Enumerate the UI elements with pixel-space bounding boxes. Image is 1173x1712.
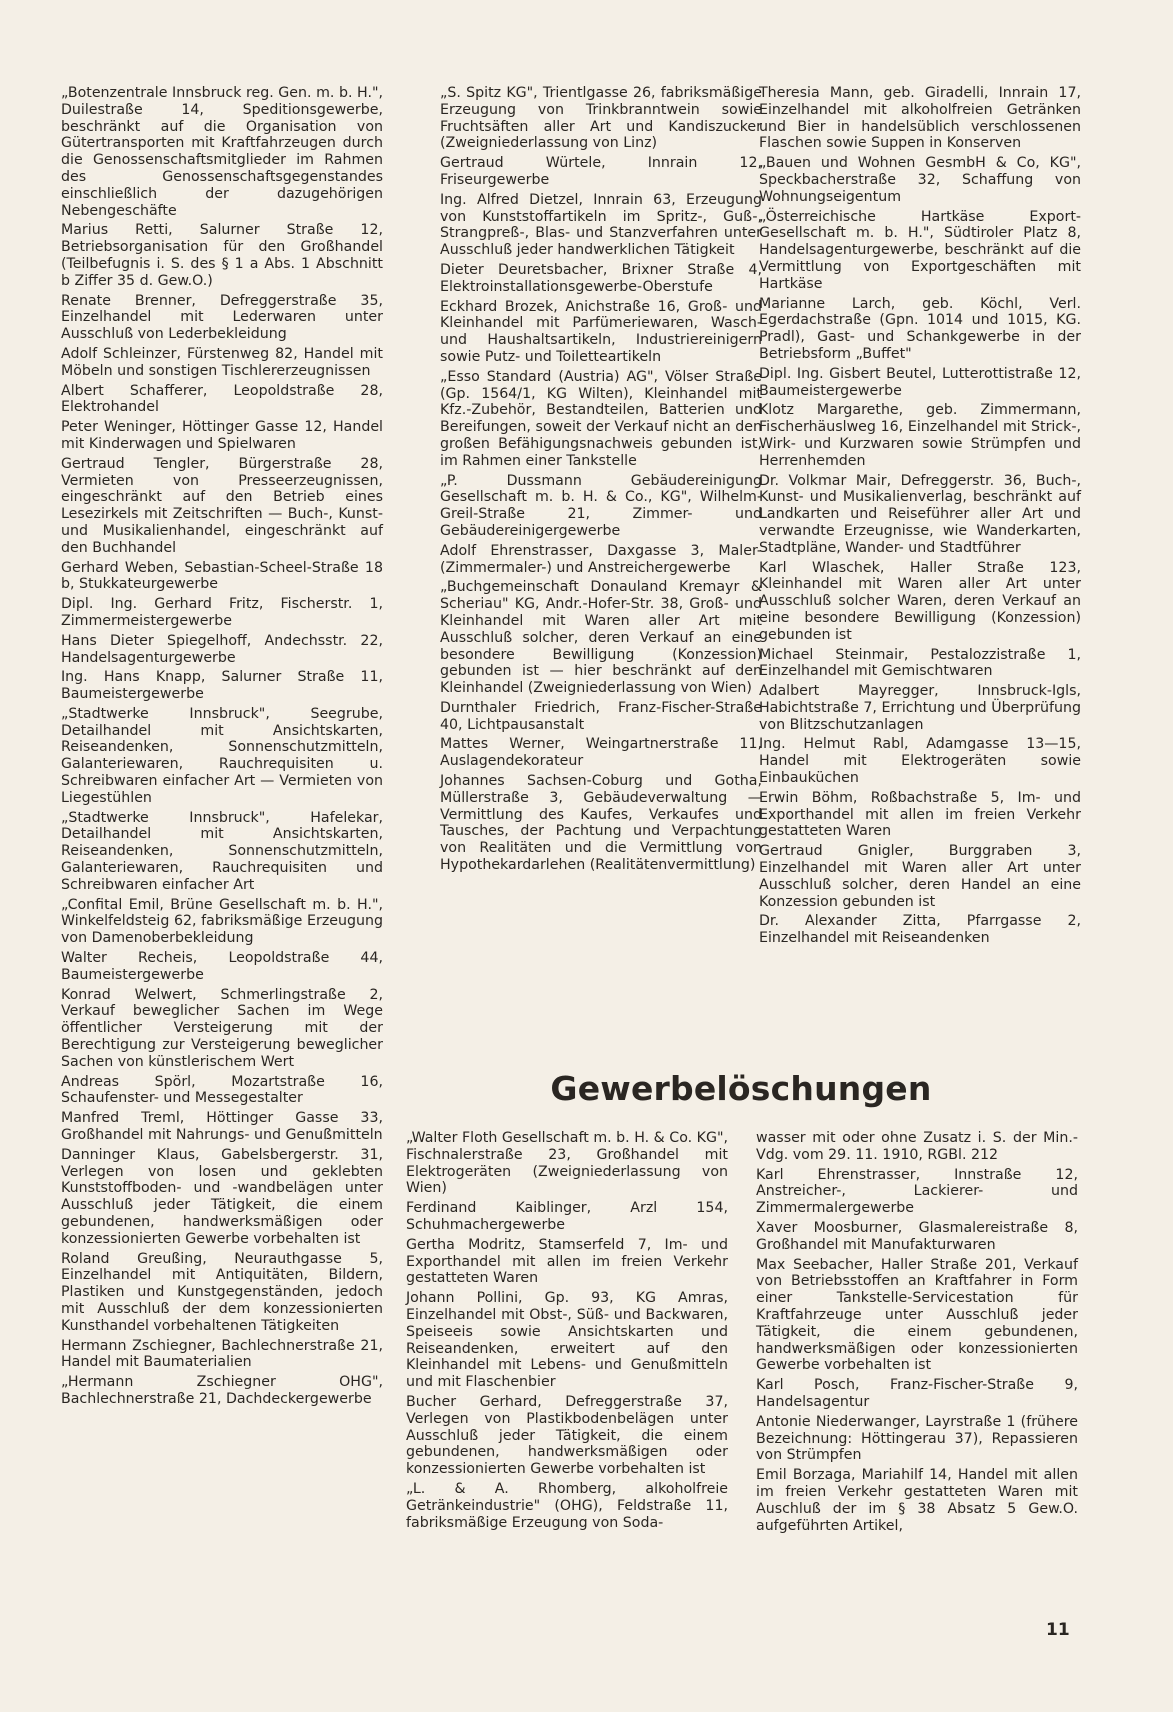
entry: Roland Greußing, Neurauthgasse 5, Einzelhandel mit Antiquitäten, Bildern, Plastiken und Kunstgegenständen, jedoch mit Ausschluß der dem konzessionierten Kunsthandel vorbehaltenen Tätigkeiten [61, 1250, 383, 1334]
entry: Emil Borzaga, Mariahilf 14, Handel mit allen im freien Verkehr gestatteten Waren mit Auschluß der im § 38 Absatz 5 Gew.O. aufgeführten Artikel, [756, 1467, 1078, 1534]
entry: „Stadtwerke Innsbruck", Hafelekar, Detailhandel mit Ansichtskarten, Reiseandenken, Sonnenschutzmitteln, Galanteriewaren, Rauchrequisiten und Schreibwaren einfacher Art [61, 809, 383, 893]
entry: Karl Ehrenstrasser, Innstraße 12, Anstreicher-, Lackierer- und Zimmermalergewerbe [756, 1166, 1078, 1217]
entry: Danninger Klaus, Gabelsbergerstr. 31, Verlegen von losen und geklebten Kunststoffboden- und -wandbelägen unter Ausschluß jeder Tätigkeit, die einem gebundenen, handwerksmäßigen oder konzessionierten Gewerbe vorbehalten ist [61, 1146, 383, 1247]
entry: Theresia Mann, geb. Giradelli, Innrain 17, Einzelhandel mit alkoholfreien Getränken und Bier in handelsüblich verschlossenen Flaschen sowie Suppen in Konserven [759, 85, 1081, 152]
entry: Andreas Spörl, Mozartstraße 16, Schaufenster- und Messegestalter [61, 1073, 383, 1107]
entry: Johann Pollini, Gp. 93, KG Amras, Einzelhandel mit Obst-, Süß- und Backwaren, Speiseeis sowie Ansichtskarten und Reiseandenken, erweitert auf den Kleinhandel mit Lebens- und Genußmitteln und mit Flaschenbier [406, 1290, 728, 1391]
entry: Gertraud Gnigler, Burggraben 3, Einzelhandel mit Waren aller Art unter Ausschluß solcher, deren Handel an eine Konzession gebunden ist [759, 843, 1081, 910]
entry: „Confital Emil, Brüne Gesellschaft m. b. H.", Winkelfeldsteig 62, fabriksmäßige Erzeugung von Damenoberbekleidung [61, 896, 383, 947]
entry: „Hermann Zschiegner OHG", Bachlechnerstraße 21, Dachdeckergewerbe [61, 1374, 383, 1407]
entry: Marius Retti, Salurner Straße 12, Betriebsorganisation für den Großhandel (Teilbefugnis i. S. des § 1 a Abs. 1 Abschnitt b Ziffer 35 d. Gew.O.) [61, 222, 383, 289]
entry: „Walter Floth Gesellschaft m. b. H. & Co. KG", Fischnalerstraße 23, Großhandel mit Elektrogeräten (Zweigniederlassung von Wien) [406, 1130, 728, 1197]
entry: Gerhard Weben, Sebastian-Scheel-Straße 18 b, Stukkateurgewerbe [61, 559, 383, 593]
entry: „Buchgemeinschaft Donauland Kremayr & Scheriau" KG, Andr.-Hofer-Str. 38, Groß- und Kleinhandel mit Waren aller Art mit Ausschluß solcher, deren Verkauf an eine besondere Bewilligung (Konzession) gebunden ist — hier beschränkt auf den Kleinhandel (Zweigniederlassung von Wien) [440, 579, 762, 697]
entry: Renate Brenner, Defreggerstraße 35, Einzelhandel mit Lederwaren unter Ausschluß von Lederbekleidung [61, 292, 383, 343]
entry: Erwin Böhm, Roßbachstraße 5, Im- und Exporthandel mit allen im freien Verkehr gestatteten Waren [759, 789, 1081, 840]
entry: „P. Dussmann Gebäudereinigung Gesellschaft m. b. H. & Co., KG", Wilhelm-Greil-Straße 21, Zimmer- und Gebäudereinigergewerbe [440, 472, 762, 539]
entry: Michael Steinmair, Pestalozzistraße 1, Einzelhandel mit Gemischtwaren [759, 646, 1081, 680]
entry: „Österreichische Hartkäse Export-Gesellschaft m. b. H.", Südtiroler Platz 8, Handelsagenturgewerbe, beschränkt auf die Vermittlung von Exportgeschäften mit Hartkäse [759, 208, 1081, 292]
entry: Ferdinand Kaiblinger, Arzl 154, Schuhmachergewerbe [406, 1200, 728, 1233]
entry: wasser mit oder ohne Zusatz i. S. der Min.-Vdg. vom 29. 11. 1910, RGBl. 212 [756, 1130, 1078, 1163]
entry: Karl Posch, Franz-Fischer-Straße 9, Handelsagentur [756, 1377, 1078, 1410]
column-3 [759, 85, 1081, 950]
entry: Hermann Zschiegner, Bachlechnerstraße 21, Handel mit Baumaterialien [61, 1337, 383, 1371]
entry: Bucher Gerhard, Defreggerstraße 37, Verlegen von Plastikbodenbelägen unter Ausschluß jeder Tätigkeit, die einem gebundenen, handwerksmäßigen oder konzessionierten Gewerbe vorbehalten ist [406, 1393, 728, 1478]
entry: Dipl. Ing. Gerhard Fritz, Fischerstr. 1, Zimmermeistergewerbe [61, 596, 383, 629]
entry: Adolf Schleinzer, Fürstenweg 82, Handel mit Möbeln und sonstigen Tischlererzeugnissen [61, 345, 383, 379]
entry: Ing. Hans Knapp, Salurner Straße 11, Baumeistergewerbe [61, 669, 383, 703]
entry: Johannes Sachsen-Coburg und Gotha, Müllerstraße 3, Gebäudeverwaltung — Vermittlung des Kaufes, Verkaufes und Tausches, der Pachtung und Verpachtung von Realitäten und die Vermittlung von Hypothekardarlehen (Realitätenvermittlung) [440, 773, 762, 874]
entry: Hans Dieter Spiegelhoff, Andechsstr. 22, Handelsagenturgewerbe [61, 632, 383, 666]
entry: Karl Wlaschek, Haller Straße 123, Kleinhandel mit Waren aller Art unter Ausschluß solcher Waren, deren Verkauf an eine besondere Bewilligung (Konzession) gebunden ist [759, 559, 1081, 643]
entry: Adalbert Mayregger, Innsbruck-Igls, Habichtstraße 7, Errichtung und Überprüfung von Blitzschutzanlagen [759, 683, 1081, 733]
entry: Dieter Deuretsbacher, Brixner Straße 4, Elektroinstallationsgewerbe-Oberstufe [440, 261, 762, 295]
column-3-lower [756, 1130, 1078, 1537]
column-1 [61, 85, 383, 1411]
entry: „Bauen und Wohnen GesmbH & Co, KG", Speckbacherstraße 32, Schaffung von Wohnungseigentum [759, 155, 1081, 205]
entry: „S. Spitz KG", Trientlgasse 26, fabriksmäßige Erzeugung von Trinkbranntwein sowie Fruchtsäften aller Art und Kandiszucker (Zweigniederlassung von Linz) [440, 85, 762, 152]
entry: Konrad Welwert, Schmerlingstraße 2, Verkauf beweglicher Sachen im Wege öffentlicher Versteigerung mit der Berechtigung zur Versteigerung beweglicher Sachen von künstlerischem Wert [61, 986, 383, 1070]
entry: Dr. Volkmar Mair, Defreggerstr. 36, Buch-, Kunst- und Musikalienverlag, beschränkt auf Landkarten und Reiseführer aller Art und verwandte Erzeugnisse, wie Wanderkarten, Stadtpläne, Wander- und Stadtführer [759, 472, 1081, 556]
entry: Xaver Moosburner, Glasmalereistraße 8, Großhandel mit Manufakturwaren [756, 1219, 1078, 1253]
column-2 [440, 85, 762, 877]
entry: Durnthaler Friedrich, Franz-Fischer-Straße 40, Lichtpausanstalt [440, 699, 762, 733]
entry: Mattes Werner, Weingartnerstraße 11, Auslagendekorateur [440, 736, 762, 770]
entry: Albert Schafferer, Leopoldstraße 28, Elektrohandel [61, 382, 383, 416]
entry: Ing. Helmut Rabl, Adamgasse 13—15, Handel mit Elektrogeräten sowie Einbauküchen [759, 736, 1081, 787]
entry: Gertraud Tengler, Bürgerstraße 28, Vermieten von Presseerzeugnissen, eingeschränkt auf den Betrieb eines Lesezirkels mit Zeitschriften — Buch-, Kunst- und Musikalienhandel, eingeschränkt auf den Buchhandel [61, 455, 383, 556]
section-heading: Gewerbelöschungen [550, 1069, 932, 1108]
entry: „Esso Standard (Austria) AG", Völser Straße (Gp. 1564/1, KG Wilten), Kleinhandel mit Kfz.-Zubehör, Bestandteilen, Batterien und Bereifungen, soweit der Verkauf nicht an den großen Befähigungsnachweis gebunden ist, im Rahmen einer Tankstelle [440, 368, 762, 469]
entry: Klotz Margarethe, geb. Zimmermann, Fischerhäuslweg 16, Einzelhandel mit Strick-, Wirk- und Kurzwaren sowie Strümpfen und Herrenhemden [759, 402, 1081, 469]
entry: Ing. Alfred Dietzel, Innrain 63, Erzeugung von Kunststoffartikeln im Spritz-, Guß-, Strangpreß-, Blas- und Stanzverfahren unter Ausschluß jeder handwerklichen Tätigkeit [440, 191, 762, 259]
entry: Max Seebacher, Haller Straße 201, Verkauf von Betriebsstoffen an Kraftfahrer in Form einer Tankstelle-Servicestation für Kraftfahrzeuge unter Ausschluß jeder Tätigkeit, die einem gebundenen, handwerksmäßigen oder konzessionierten Gewerbe vorbehalten ist [756, 1256, 1078, 1374]
entry: „Stadtwerke Innsbruck", Seegrube, Detailhandel mit Ansichtskarten, Reiseandenken, Sonnenschutzmitteln, Galanteriewaren, Rauchrequisiten u. Schreibwaren einfacher Art — Vermieten von Liegestühlen [61, 705, 383, 806]
entry: „Botenzentrale Innsbruck reg. Gen. m. b. H.", Duilestraße 14, Speditionsgewerbe, beschränkt auf die Organisation von Gütertransporten mit Kraftfahrzeugen durch die Genossenschaftsmitglieder im Rahmen des Genossenschaftsgegenstandes einschließlich der dazugehörigen Nebengeschäfte [61, 85, 383, 219]
entry: Manfred Treml, Höttinger Gasse 33, Großhandel mit Nahrungs- und Genußmitteln [61, 1110, 383, 1144]
entry: Walter Recheis, Leopoldstraße 44, Baumeistergewerbe [61, 950, 383, 983]
entry: Antonie Niederwanger, Layrstraße 1 (frühere Bezeichnung: Höttingerau 37), Repassieren von Strümpfen [756, 1413, 1078, 1464]
entry: Eckhard Brozek, Anichstraße 16, Groß- und Kleinhandel mit Parfümeriewaren, Wasch- und Haushaltsartikeln, Industriereinigern sowie Putz- und Toilettеartikeln [440, 298, 762, 365]
entry: Adolf Ehrenstrasser, Daxgasse 3, Maler-(Zimmermaler-) und Anstreichergewerbe [440, 542, 762, 576]
page-number: 11 [1046, 1620, 1070, 1640]
entry: „L. & A. Rhomberg, alkoholfreie Getränkeindustrie" (OHG), Feldstraße 11, fabriksmäßige Erzeugung von Soda- [406, 1480, 728, 1531]
entry: Dipl. Ing. Gisbert Beutel, Lutterottistraße 12, Baumeistergewerbe [759, 365, 1081, 399]
entry: Peter Weninger, Höttinger Gasse 12, Handel mit Kinderwagen und Spielwaren [61, 419, 383, 452]
entry: Dr. Alexander Zitta, Pfarrgasse 2, Einzelhandel mit Reiseandenken [759, 913, 1081, 947]
entry: Gertraud Würtele, Innrain 12, Friseurgewerbe [440, 155, 762, 188]
entry: Marianne Larch, geb. Köchl, Verl. Egerdachstraße (Gpn. 1014 und 1015, KG. Pradl), Gast- und Schankgewerbe in der Betriebsform „Buffet" [759, 295, 1081, 362]
entry: Gertha Modritz, Stamserfeld 7, Im- und Exporthandel mit allen im freien Verkehr gestatteten Waren [406, 1236, 728, 1287]
column-2-lower [406, 1130, 728, 1534]
